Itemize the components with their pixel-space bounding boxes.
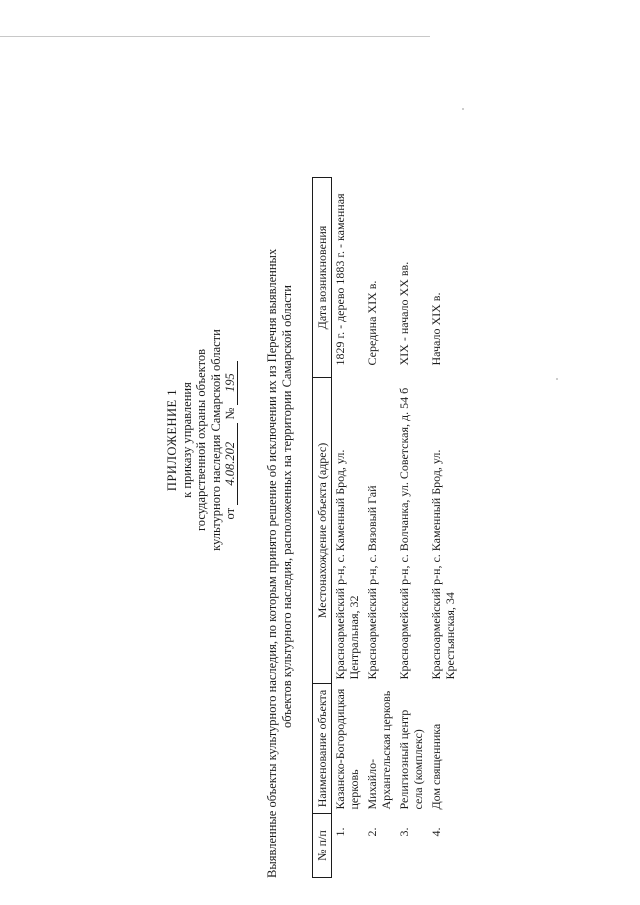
row-date: XIX - начало XX вв. — [397, 261, 411, 366]
scan-speck — [462, 108, 464, 110]
appendix-date-line — [223, 210, 238, 670]
row-number: 3. — [397, 827, 411, 837]
header-date: Дата возникновения — [313, 178, 332, 378]
row-address: Красноармейский р-н, с. Волчанка, ул. Советская, д. 54 б — [397, 387, 411, 680]
intro-text — [265, 178, 295, 878]
row-number: 1. — [333, 827, 347, 837]
table-header-row — [313, 178, 332, 878]
appendix-line-3: культурного наследия Самарской области — [208, 329, 223, 551]
header-number: № п/п — [313, 814, 332, 878]
from-label: от — [223, 507, 237, 520]
header-name: Наименование объекта — [313, 684, 332, 814]
rotated-document-page — [165, 178, 585, 878]
row-name: Дом священника — [429, 723, 443, 810]
row-number: 2. — [365, 827, 379, 837]
table-row — [332, 178, 365, 878]
row-date: Середина XIX в. — [365, 280, 379, 366]
order-date: 4.08.202 — [224, 423, 238, 505]
table-row — [364, 178, 396, 878]
row-address: Красноармейский р-н, с. Каменный Брод, ул. Крестьянская, 34 — [429, 449, 457, 680]
table-row — [428, 178, 460, 878]
scan-edge-line — [0, 36, 430, 37]
row-name: Религиозный центр села (комплекс) — [397, 709, 425, 810]
header-address: Местонахождение объекта (адрес) — [313, 378, 332, 684]
row-number: 4. — [429, 827, 443, 837]
row-address: Красноармейский р-н, с. Каменный Брод, ул. Центральная, 32 — [333, 449, 361, 680]
appendix-line-1: к приказу управления — [179, 382, 194, 498]
number-label: № — [223, 407, 237, 420]
appendix-title: ПРИЛОЖЕНИЕ 1 — [165, 388, 179, 492]
appendix-line-2: государственной охраны объектов — [194, 348, 208, 532]
row-name: Михайло-Архангельская церковь — [365, 690, 393, 810]
row-date: Начало XIX в. — [429, 292, 443, 366]
heritage-objects-table — [312, 177, 460, 878]
row-date: 1829 г. - дерево 1883 г. - каменная — [333, 193, 347, 366]
table-row — [396, 178, 428, 878]
appendix-header — [165, 210, 238, 670]
row-name: Казанско-Богородицкая церковь — [333, 688, 361, 810]
row-address: Красноармейский р-н, с. Вязовый Гай — [365, 485, 379, 680]
order-number: 195 — [224, 361, 238, 405]
intro-line-2: объектов культурного наследия, расположенных на территории Самарской области — [280, 285, 294, 728]
intro-line-1: Выявленные объекты культурного наследия, по которым принято решение об исключении их из Перечня выявленных — [265, 248, 279, 878]
